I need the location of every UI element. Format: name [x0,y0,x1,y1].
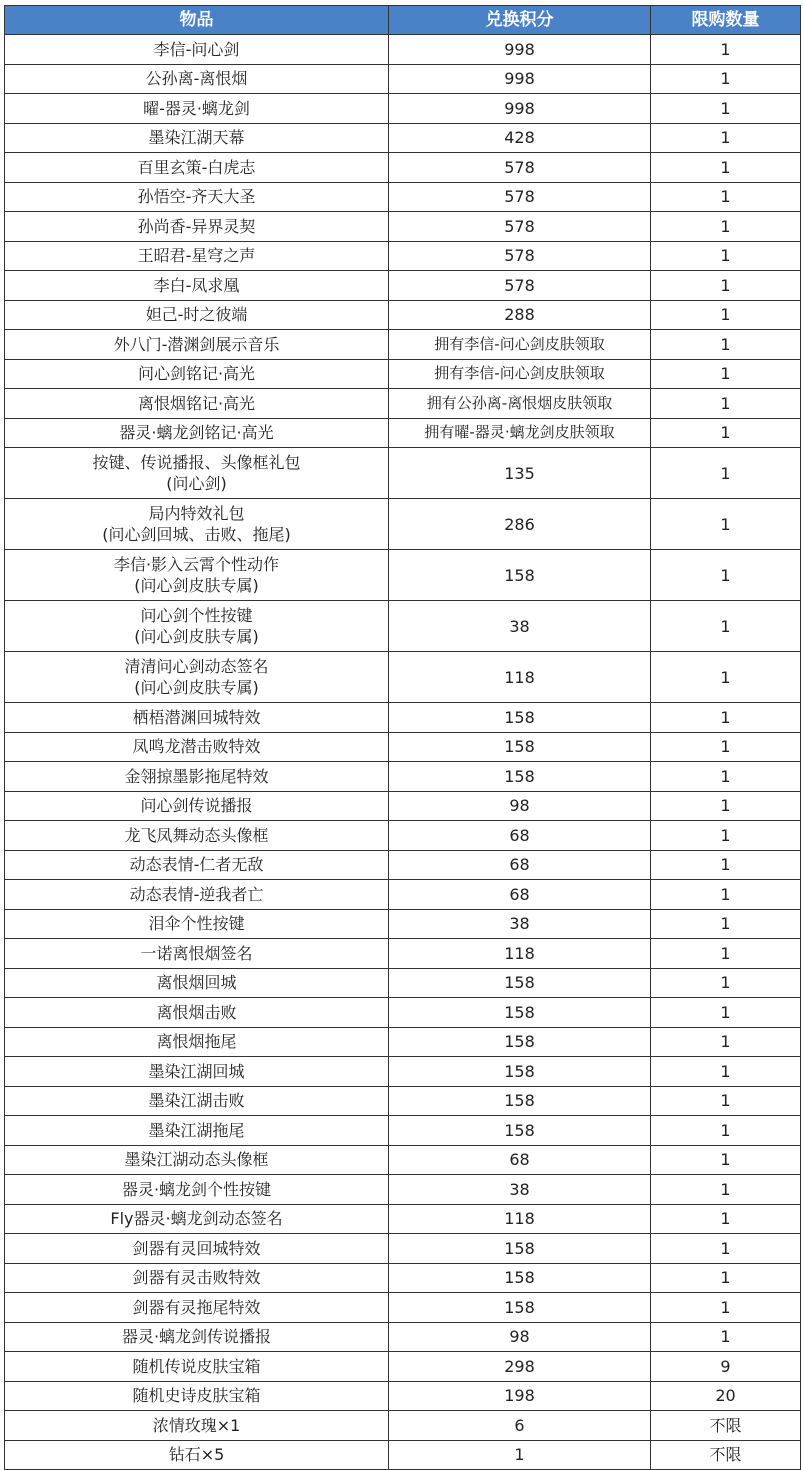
table-row [5,850,801,880]
item-name-line: 墨染江湖天幕 [148,128,245,148]
points-cell: 拥有曜-器灵·螭龙剑皮肤领取 [389,418,651,448]
points-cell: 578 [389,153,651,183]
item-name-line: 离恨烟拖尾 [156,1032,237,1052]
table-row [5,271,801,301]
table-row [5,998,801,1028]
item-name-line: 钻石×5 [168,1445,225,1465]
points-cell: 286 [389,499,651,550]
table-row [5,418,801,448]
limit-cell: 1 [651,1175,801,1205]
points-cell: 578 [389,182,651,212]
limit-cell: 1 [651,94,801,124]
limit-cell: 1 [651,703,801,733]
table-row [5,1116,801,1146]
points-cell: 拥有公孙离-离恨烟皮肤领取 [389,389,651,419]
points-cell: 428 [389,123,651,153]
item-name-line: 局内特效礼包 [148,504,245,523]
table-row [5,499,801,550]
limit-cell: 1 [651,153,801,183]
points-cell: 68 [389,821,651,851]
points-cell: 998 [389,64,651,94]
limit-cell: 1 [651,652,801,703]
item-cell [5,732,389,762]
points-cell: 158 [389,1116,651,1146]
item-cell [5,300,389,330]
table-row [5,968,801,998]
item-cell [5,94,389,124]
limit-cell: 1 [651,1263,801,1293]
limit-cell: 1 [651,732,801,762]
item-cell [5,1027,389,1057]
points-cell: 288 [389,300,651,330]
limit-cell: 1 [651,64,801,94]
points-cell: 578 [389,212,651,242]
limit-cell: 1 [651,182,801,212]
table-row [5,939,801,969]
item-name-line: 曜-器灵·螭龙剑 [143,98,250,118]
limit-cell: 1 [651,1086,801,1116]
item-name-line: 墨染江湖回城 [148,1061,245,1081]
limit-cell: 1 [651,762,801,792]
points-cell: 98 [389,791,651,821]
item-cell [5,359,389,389]
table-row [5,241,801,271]
table-row [5,1057,801,1087]
item-name-line: (问心剑回城、击败、拖尾) [102,525,291,544]
points-cell: 158 [389,1293,651,1323]
limit-cell: 1 [651,330,801,360]
points-cell: 158 [389,998,651,1028]
item-name-line: Fly器灵·螭龙剑动态签名 [110,1209,283,1229]
limit-cell: 20 [651,1381,801,1411]
table-row [5,1352,801,1382]
limit-cell: 1 [651,499,801,550]
points-cell: 158 [389,762,651,792]
limit-cell: 1 [651,359,801,389]
table-row [5,1175,801,1205]
points-cell: 拥有李信-问心剑皮肤领取 [389,330,651,360]
item-name-line: 孙悟空-齐天大圣 [137,187,256,207]
item-name-line: (问心剑皮肤专属) [134,576,259,595]
points-cell: 158 [389,1234,651,1264]
item-name-line: 问心剑传说播报 [140,796,253,816]
limit-cell: 1 [651,271,801,301]
item-cell [5,1381,389,1411]
limit-cell: 1 [651,550,801,601]
limit-cell: 1 [651,880,801,910]
item-cell [5,1411,389,1441]
item-name-line: (问心剑皮肤专属) [134,627,259,646]
points-cell: 158 [389,550,651,601]
header-item: 物品 [5,6,389,35]
limit-cell: 1 [651,448,801,499]
item-name-line: 器灵·螭龙剑个性按键 [121,1179,272,1199]
table-row [5,1086,801,1116]
points-cell: 998 [389,35,651,65]
points-cell: 135 [389,448,651,499]
item-cell [5,1440,389,1470]
header-limit: 限购数量 [651,6,801,35]
table-row [5,601,801,652]
item-name-line: 泪伞个性按键 [148,914,245,934]
item-name-line: 离恨烟击败 [156,1002,237,1022]
table-row [5,1440,801,1470]
table-row [5,389,801,419]
item-name-line: 器灵·螭龙剑传说播报 [121,1327,272,1347]
points-cell: 578 [389,241,651,271]
table-row [5,791,801,821]
item-name-line: (问心剑皮肤专属) [134,678,259,697]
item-cell [5,1293,389,1323]
item-name-line: 墨染江湖拖尾 [148,1120,245,1140]
item-cell [5,1263,389,1293]
points-cell: 158 [389,1086,651,1116]
item-cell [5,909,389,939]
item-cell [5,550,389,601]
table-row [5,94,801,124]
item-cell [5,1057,389,1087]
limit-cell: 1 [651,850,801,880]
table-row [5,1293,801,1323]
item-name-line: 随机传说皮肤宝箱 [132,1356,261,1376]
item-cell [5,271,389,301]
exchange-table-container [4,5,801,1470]
item-name-line: 动态表情-仁者无敌 [129,855,264,875]
table-row [5,909,801,939]
item-cell [5,153,389,183]
item-name-line: (问心剑) [166,474,227,493]
table-body [5,35,801,1470]
table-row [5,821,801,851]
limit-cell: 1 [651,1027,801,1057]
item-name-line: 栖梧潜渊回城特效 [132,707,261,727]
item-cell [5,1116,389,1146]
points-cell: 38 [389,1175,651,1205]
item-name-line: 李白-凤求凰 [153,275,240,295]
points-cell: 158 [389,1027,651,1057]
item-cell [5,499,389,550]
limit-cell: 1 [651,300,801,330]
exchange-table [4,5,801,1470]
item-name-line: 王昭君-星穹之声 [137,246,256,266]
item-cell [5,791,389,821]
limit-cell: 1 [651,1057,801,1087]
limit-cell: 1 [651,939,801,969]
item-cell [5,1145,389,1175]
table-row [5,64,801,94]
limit-cell: 1 [651,1234,801,1264]
item-cell [5,35,389,65]
table-row [5,448,801,499]
limit-cell: 1 [651,968,801,998]
item-cell [5,939,389,969]
item-name-line: 问心剑铭记·高光 [137,364,256,384]
item-cell [5,1175,389,1205]
points-cell: 68 [389,850,651,880]
item-name-line: 李信·影入云霄个性动作 [113,555,280,574]
item-cell [5,821,389,851]
item-cell [5,601,389,652]
points-cell: 38 [389,909,651,939]
table-header-row [5,6,801,35]
limit-cell: 1 [651,909,801,939]
item-cell [5,182,389,212]
points-cell: 578 [389,271,651,301]
item-cell [5,703,389,733]
table-row [5,330,801,360]
points-cell: 158 [389,732,651,762]
item-name-line: 龙飞凤舞动态头像框 [124,825,269,845]
limit-cell: 1 [651,389,801,419]
item-cell [5,1322,389,1352]
item-name-line: 离恨烟铭记·高光 [137,393,256,413]
table-row [5,762,801,792]
item-cell [5,64,389,94]
limit-cell: 1 [651,601,801,652]
limit-cell: 1 [651,821,801,851]
item-name-line: 动态表情-逆我者亡 [129,884,264,904]
item-name-line: 墨染江湖击败 [148,1091,245,1111]
item-cell [5,1086,389,1116]
points-cell: 68 [389,880,651,910]
item-cell [5,212,389,242]
points-cell: 158 [389,1263,651,1293]
item-name-line: 妲己-时之彼端 [145,305,248,325]
item-name-line: 金翎掠墨影拖尾特效 [124,766,269,786]
points-cell: 68 [389,1145,651,1175]
table-row [5,1263,801,1293]
points-cell: 158 [389,968,651,998]
item-cell [5,123,389,153]
item-name-line: 凤鸣龙潜击败特效 [132,737,261,757]
item-name-line: 墨染江湖动态头像框 [124,1150,269,1170]
item-name-line: 清清问心剑动态签名 [124,657,269,676]
limit-cell: 1 [651,1145,801,1175]
item-name-line: 剑器有灵回城特效 [132,1238,261,1258]
points-cell: 1 [389,1440,651,1470]
limit-cell: 1 [651,212,801,242]
limit-cell: 不限 [651,1440,801,1470]
item-cell [5,762,389,792]
limit-cell: 1 [651,35,801,65]
header-points: 兑换积分 [389,6,651,35]
table-row [5,732,801,762]
points-cell: 118 [389,652,651,703]
table-row [5,153,801,183]
points-cell: 998 [389,94,651,124]
item-cell [5,389,389,419]
points-cell: 298 [389,1352,651,1382]
limit-cell: 1 [651,1322,801,1352]
item-cell [5,1204,389,1234]
item-name-line: 器灵·螭龙剑铭记·高光 [119,423,274,443]
item-name-line: 李信-问心剑 [153,39,240,59]
item-cell [5,1352,389,1382]
table-row [5,182,801,212]
limit-cell: 1 [651,791,801,821]
limit-cell: 1 [651,998,801,1028]
limit-cell: 9 [651,1352,801,1382]
item-name-line: 问心剑个性按键 [140,606,253,625]
table-row [5,359,801,389]
points-cell: 98 [389,1322,651,1352]
points-cell: 38 [389,601,651,652]
item-cell [5,418,389,448]
item-cell [5,241,389,271]
points-cell: 118 [389,939,651,969]
item-name-line: 一诺离恨烟签名 [140,943,253,963]
limit-cell: 1 [651,1293,801,1323]
table-row [5,550,801,601]
item-cell [5,1234,389,1264]
table-row [5,880,801,910]
points-cell: 拥有李信-问心剑皮肤领取 [389,359,651,389]
table-row [5,1381,801,1411]
table-row [5,1411,801,1441]
table-row [5,1234,801,1264]
item-name-line: 随机史诗皮肤宝箱 [132,1386,261,1406]
limit-cell: 1 [651,241,801,271]
table-row [5,300,801,330]
points-cell: 6 [389,1411,651,1441]
item-cell [5,652,389,703]
table-row [5,703,801,733]
table-row [5,1027,801,1057]
table-row [5,123,801,153]
table-row [5,1145,801,1175]
points-cell: 158 [389,703,651,733]
table-row [5,1322,801,1352]
item-cell [5,850,389,880]
table-row [5,35,801,65]
points-cell: 118 [389,1204,651,1234]
table-row [5,652,801,703]
item-name-line: 剑器有灵拖尾特效 [132,1297,261,1317]
limit-cell: 1 [651,1204,801,1234]
points-cell: 158 [389,1057,651,1087]
item-name-line: 浓情玫瑰×1 [152,1415,241,1435]
item-name-line: 公孙离-离恨烟 [145,69,248,89]
item-cell [5,330,389,360]
points-cell: 198 [389,1381,651,1411]
item-cell [5,880,389,910]
limit-cell: 不限 [651,1411,801,1441]
limit-cell: 1 [651,418,801,448]
table-row [5,212,801,242]
item-name-line: 离恨烟回城 [156,973,237,993]
limit-cell: 1 [651,1116,801,1146]
item-cell [5,968,389,998]
item-name-line: 孙尚香-异界灵契 [137,216,256,236]
item-name-line: 剑器有灵击败特效 [132,1268,261,1288]
table-row [5,1204,801,1234]
item-cell [5,448,389,499]
item-name-line: 百里玄策-白虎志 [137,157,256,177]
item-name-line: 外八门-潜渊剑展示音乐 [113,334,280,354]
item-name-line: 按键、传说播报、头像框礼包 [92,453,301,472]
item-cell [5,998,389,1028]
limit-cell: 1 [651,123,801,153]
